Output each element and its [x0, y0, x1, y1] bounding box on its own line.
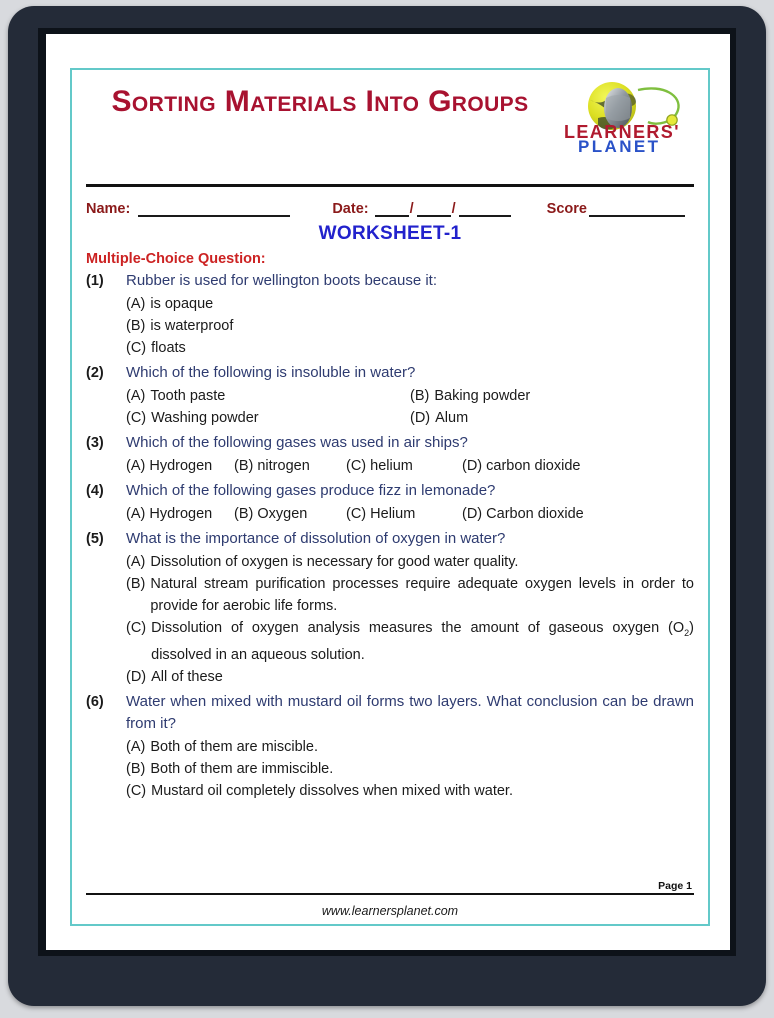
question-stem: Which of the following gases was used in air ships?: [126, 434, 468, 451]
question-body: [126, 528, 694, 688]
option-group: [126, 385, 694, 429]
option-b[interactable]: [126, 573, 694, 617]
score-input-blank[interactable]: [589, 202, 685, 217]
option-text: Natural stream purification processes require adequate oxygen levels in order to provide for aerobic life forms.: [150, 576, 694, 614]
option-row: [126, 385, 694, 407]
option-tag: (A): [126, 554, 146, 570]
option-text: Alum: [435, 410, 469, 426]
option-tag: (D): [126, 668, 147, 685]
option-tag: (A): [126, 296, 146, 312]
option-d[interactable]: (D) carbon dioxide: [462, 458, 581, 474]
question-stem: Which of the following is insoluble in water?: [126, 364, 416, 381]
option-b[interactable]: (B) nitrogen: [234, 458, 310, 474]
option-d[interactable]: [410, 407, 694, 429]
option-group: [126, 551, 694, 688]
option-c[interactable]: [126, 617, 694, 666]
name-label: Name:: [86, 201, 131, 217]
option-text: Washing powder: [151, 410, 259, 426]
date-separator-1: /: [409, 201, 414, 217]
option-group: [126, 293, 694, 359]
logo-brand-top: LEARNERS': [564, 122, 680, 142]
question-item: [86, 528, 694, 688]
question-stem: What is the importance of dissolution of oxygen in water?: [126, 530, 506, 547]
option-text: is opaque: [150, 296, 214, 312]
worksheet-header: [86, 76, 694, 180]
question-item: [86, 270, 694, 359]
option-text: Mustard oil completely dissolves when mixed with water.: [151, 782, 513, 799]
question-item: [86, 480, 694, 525]
option-b[interactable]: [126, 315, 694, 337]
option-a[interactable]: [126, 293, 694, 315]
question-body: [126, 480, 694, 525]
option-text: Tooth paste: [150, 388, 226, 404]
name-input-blank[interactable]: [138, 202, 290, 217]
option-b[interactable]: [126, 758, 694, 780]
option-d[interactable]: (D) Carbon dioxide: [462, 506, 584, 522]
option-row: [126, 407, 694, 429]
question-body: [126, 691, 694, 802]
option-tag: (B): [126, 760, 146, 777]
option-b[interactable]: (B) Oxygen: [234, 506, 308, 522]
score-label: Score: [546, 201, 587, 217]
learners-planet-logo: [560, 80, 692, 156]
question-body: [126, 362, 694, 429]
date-label: Date:: [332, 201, 369, 217]
option-text: Dissolution of oxygen analysis measures the amount of gaseous oxygen $(O_2)$ dissolved in an aqueous solution.: [151, 620, 694, 663]
option-c[interactable]: [126, 337, 694, 359]
option-c[interactable]: (C) helium: [346, 458, 413, 474]
option-text: Both of them are immiscible.: [150, 760, 334, 777]
option-text: Both of them are miscible.: [150, 738, 318, 755]
worksheet-number: WORKSHEET-1: [318, 223, 462, 244]
question-number: (6): [86, 693, 104, 710]
option-text: Baking powder: [434, 388, 531, 404]
section-heading: Multiple-Choice Question:: [86, 251, 266, 267]
question-list: [86, 270, 694, 802]
worksheet-inner-border: [70, 68, 710, 926]
worksheet-page: [46, 34, 730, 950]
question-item: [86, 691, 694, 802]
date-month-blank[interactable]: [417, 202, 451, 217]
question-body: [126, 270, 694, 359]
device-bezel: [8, 6, 766, 1006]
worksheet-content: [72, 70, 708, 924]
worksheet-footer: [86, 880, 694, 918]
question-number: (1): [86, 273, 104, 289]
page-number: Page 1: [658, 880, 692, 892]
question-stem: Water when mixed with mustard oil forms two layers. What conclusion can be drawn from it?: [126, 692, 694, 732]
date-year-blank[interactable]: [459, 202, 511, 217]
question-number: (3): [86, 435, 104, 451]
option-tag: (C): [126, 782, 147, 799]
option-group: [126, 503, 694, 525]
option-tag: (C): [126, 410, 147, 426]
option-c[interactable]: (C) Helium: [346, 506, 416, 522]
option-c[interactable]: [126, 407, 410, 429]
header-divider: [86, 184, 694, 187]
option-c[interactable]: [126, 780, 694, 802]
option-group: [126, 736, 694, 802]
option-tag: (B): [410, 388, 430, 404]
option-text: floats: [151, 340, 186, 356]
question-stem: Which of the following gases produce fizz in lemonade?: [126, 482, 496, 499]
option-tag: (B): [126, 576, 146, 592]
website-url: www.learnersplanet.com: [321, 904, 459, 918]
option-a[interactable]: (A) Hydrogen: [126, 506, 213, 522]
option-b[interactable]: [410, 385, 694, 407]
student-info-row: [86, 201, 694, 217]
option-tag: (B): [126, 318, 146, 334]
date-day-blank[interactable]: [375, 202, 409, 217]
option-a[interactable]: (A) Hydrogen: [126, 458, 213, 474]
question-item: [86, 362, 694, 429]
option-a[interactable]: [126, 736, 694, 758]
option-text: is waterproof: [150, 318, 234, 334]
option-text: Dissolution of oxygen is necessary for good water quality.: [150, 554, 519, 570]
option-d[interactable]: [126, 666, 694, 688]
option-tag: (D): [410, 410, 431, 426]
logo-brand-bottom: PLANET: [578, 137, 661, 156]
page-title: Sorting Materials Into Groups: [111, 85, 529, 118]
option-a[interactable]: [126, 385, 410, 407]
option-tag: (A): [126, 388, 146, 404]
option-group: [126, 455, 694, 477]
option-tag: (C): [126, 620, 147, 636]
option-a[interactable]: [126, 551, 694, 573]
question-number: (2): [86, 365, 104, 381]
question-item: [86, 432, 694, 477]
date-separator-2: /: [451, 201, 456, 217]
question-number: (5): [86, 531, 104, 547]
option-tag: (C): [126, 340, 147, 356]
question-body: [126, 432, 694, 477]
question-number: (4): [86, 483, 104, 499]
question-stem: Rubber is used for wellington boots because it:: [126, 272, 438, 289]
option-text: All of these: [151, 668, 223, 685]
option-tag: (A): [126, 738, 146, 755]
footer-divider: [86, 893, 694, 895]
